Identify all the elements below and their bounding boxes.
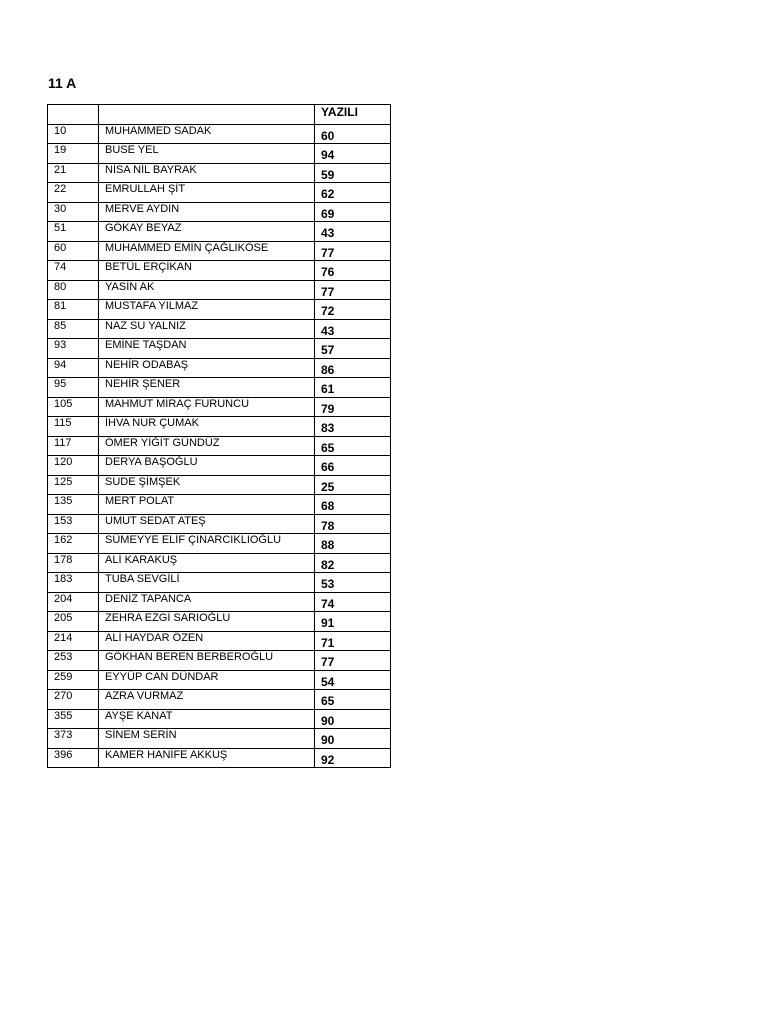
student-name: ÖMER YİĞİT GÜNDÜZ	[99, 436, 315, 456]
table-row	[48, 592, 391, 612]
student-number: 22	[48, 183, 99, 203]
table-row	[48, 319, 391, 339]
yazili-score: 94	[315, 144, 391, 164]
student-name: MAHMUT MİRAÇ FURUNCU	[99, 397, 315, 417]
student-name: MUSTAFA YILMAZ	[99, 300, 315, 320]
student-number: 95	[48, 378, 99, 398]
yazili-score: 65	[315, 690, 391, 710]
student-number: 120	[48, 456, 99, 476]
table-row	[48, 417, 391, 437]
student-name: İHVA NUR ÇUMAK	[99, 417, 315, 437]
grades-table	[47, 104, 391, 768]
student-number: 205	[48, 612, 99, 632]
table-row	[48, 358, 391, 378]
yazili-score: 78	[315, 514, 391, 534]
student-number: 51	[48, 222, 99, 242]
yazili-score: 65	[315, 436, 391, 456]
yazili-score: 59	[315, 163, 391, 183]
yazili-score: 53	[315, 573, 391, 593]
table-row	[48, 690, 391, 710]
student-name: EYYÜP CAN DÜNDAR	[99, 670, 315, 690]
student-name: KAMER HANİFE AKKUŞ	[99, 748, 315, 768]
yazili-score: 92	[315, 748, 391, 768]
student-name: NAZ SU YALNIZ	[99, 319, 315, 339]
student-name: MERVE AYDIN	[99, 202, 315, 222]
yazili-score: 79	[315, 397, 391, 417]
yazili-score: 71	[315, 631, 391, 651]
student-name: BETÜL ERÇİKAN	[99, 261, 315, 281]
student-name: NEHİR ŞENER	[99, 378, 315, 398]
student-name: AYŞE KANAT	[99, 709, 315, 729]
page-title: 11 A	[48, 75, 77, 91]
student-name: DERYA BAŞOĞLU	[99, 456, 315, 476]
student-number: 178	[48, 553, 99, 573]
yazili-score: 90	[315, 729, 391, 749]
table-row	[48, 456, 391, 476]
student-name: SİNEM SERİN	[99, 729, 315, 749]
header-cell-name	[99, 105, 315, 125]
student-name: SUDE ŞİMŞEK	[99, 475, 315, 495]
student-name: MUHAMMED SADAK	[99, 124, 315, 144]
yazili-score: 82	[315, 553, 391, 573]
student-number: 21	[48, 163, 99, 183]
table-row	[48, 397, 391, 417]
student-name: NEHİR ODABAŞ	[99, 358, 315, 378]
student-name: YASİN AK	[99, 280, 315, 300]
student-number: 125	[48, 475, 99, 495]
yazili-score: 66	[315, 456, 391, 476]
table-row	[48, 709, 391, 729]
student-number: 396	[48, 748, 99, 768]
student-number: 10	[48, 124, 99, 144]
student-number: 19	[48, 144, 99, 164]
student-name: ZEHRA EZGİ SARIOĞLU	[99, 612, 315, 632]
table-row	[48, 280, 391, 300]
header-cell-yazili: YAZILI	[315, 105, 391, 125]
student-number: 270	[48, 690, 99, 710]
table-row	[48, 651, 391, 671]
student-number: 60	[48, 241, 99, 261]
yazili-score: 90	[315, 709, 391, 729]
student-name: EMRULLAH ŞİT	[99, 183, 315, 203]
student-number: 30	[48, 202, 99, 222]
yazili-score: 43	[315, 319, 391, 339]
student-number: 80	[48, 280, 99, 300]
student-name: MUHAMMED EMİN ÇAĞLIKÖSE	[99, 241, 315, 261]
table-row	[48, 436, 391, 456]
header-cell-number	[48, 105, 99, 125]
yazili-score: 77	[315, 241, 391, 261]
student-number: 74	[48, 261, 99, 281]
yazili-score: 68	[315, 495, 391, 515]
table-row	[48, 300, 391, 320]
student-number: 81	[48, 300, 99, 320]
table-row	[48, 495, 391, 515]
student-number: 85	[48, 319, 99, 339]
student-number: 135	[48, 495, 99, 515]
student-number: 117	[48, 436, 99, 456]
student-number: 105	[48, 397, 99, 417]
yazili-score: 54	[315, 670, 391, 690]
table-row	[48, 729, 391, 749]
table-row	[48, 612, 391, 632]
table-row	[48, 183, 391, 203]
yazili-score: 60	[315, 124, 391, 144]
table-row	[48, 222, 391, 242]
table-row	[48, 748, 391, 768]
yazili-score: 76	[315, 261, 391, 281]
student-name: SÜMEYYE ELİF ÇINARCIKLIOĞLU	[99, 534, 315, 554]
table-body	[48, 124, 391, 768]
student-number: 153	[48, 514, 99, 534]
student-name: EMİNE TAŞDAN	[99, 339, 315, 359]
table-row	[48, 573, 391, 593]
yazili-score: 62	[315, 183, 391, 203]
student-number: 93	[48, 339, 99, 359]
table-row	[48, 534, 391, 554]
student-name: ALİ KARAKUŞ	[99, 553, 315, 573]
yazili-score: 77	[315, 651, 391, 671]
yazili-score: 88	[315, 534, 391, 554]
table-row	[48, 163, 391, 183]
student-name: TUBA SEVGİLİ	[99, 573, 315, 593]
student-number: 214	[48, 631, 99, 651]
yazili-score: 57	[315, 339, 391, 359]
student-number: 259	[48, 670, 99, 690]
table-row	[48, 241, 391, 261]
table-row	[48, 553, 391, 573]
table-header	[48, 105, 391, 125]
yazili-score: 83	[315, 417, 391, 437]
student-number: 94	[48, 358, 99, 378]
header-row	[48, 105, 391, 125]
student-name: GÖKAY BEYAZ	[99, 222, 315, 242]
table-row	[48, 475, 391, 495]
student-number: 183	[48, 573, 99, 593]
yazili-score: 43	[315, 222, 391, 242]
yazili-score: 69	[315, 202, 391, 222]
table-row	[48, 261, 391, 281]
student-name: ALİ HAYDAR ÖZEN	[99, 631, 315, 651]
table-row	[48, 378, 391, 398]
student-name: DENİZ TAPANCA	[99, 592, 315, 612]
student-name: NİSA NİL BAYRAK	[99, 163, 315, 183]
yazili-score: 25	[315, 475, 391, 495]
yazili-score: 91	[315, 612, 391, 632]
table-row	[48, 202, 391, 222]
table-row	[48, 631, 391, 651]
student-name: BUSE YEL	[99, 144, 315, 164]
yazili-score: 86	[315, 358, 391, 378]
student-number: 115	[48, 417, 99, 437]
yazili-score: 74	[315, 592, 391, 612]
student-name: UMUT SEDAT ATEŞ	[99, 514, 315, 534]
student-name: AZRA VURMAZ	[99, 690, 315, 710]
student-name: GÖKHAN BEREN BERBEROĞLU	[99, 651, 315, 671]
student-number: 204	[48, 592, 99, 612]
table-row	[48, 670, 391, 690]
table-row	[48, 144, 391, 164]
yazili-score: 72	[315, 300, 391, 320]
yazili-score: 77	[315, 280, 391, 300]
table-row	[48, 124, 391, 144]
student-number: 373	[48, 729, 99, 749]
student-number: 253	[48, 651, 99, 671]
student-number: 355	[48, 709, 99, 729]
student-number: 162	[48, 534, 99, 554]
table-row	[48, 514, 391, 534]
table-row	[48, 339, 391, 359]
yazili-score: 61	[315, 378, 391, 398]
student-name: MERT POLAT	[99, 495, 315, 515]
